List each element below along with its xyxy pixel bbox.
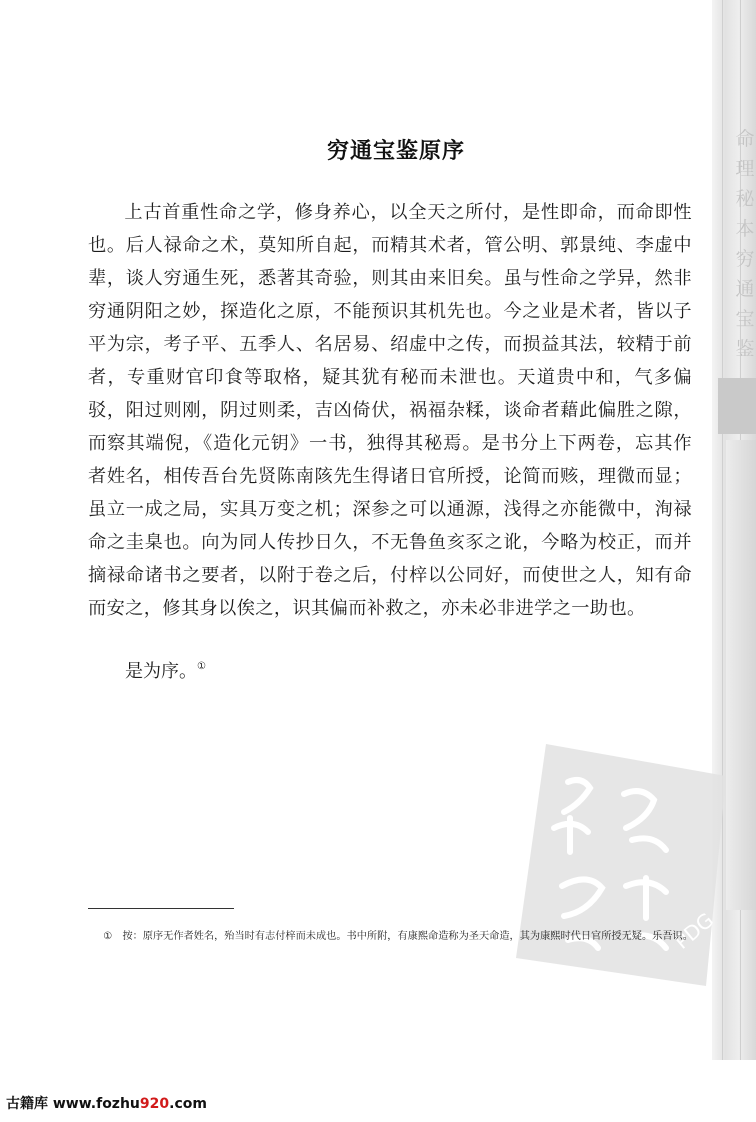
footnote-divider	[88, 908, 234, 909]
closing-text: 是为序。	[125, 661, 197, 682]
spine-char: 穷	[735, 248, 755, 270]
spine-char: 秘	[735, 188, 755, 210]
url-suffix: .com	[169, 1096, 207, 1112]
spine-char: 宝	[735, 308, 755, 330]
footnote-mark: ①	[103, 931, 113, 942]
edge-tab	[718, 378, 756, 434]
spine-char: 理	[735, 158, 755, 180]
spine-char: 命	[735, 128, 755, 150]
spine-char: 鉴	[735, 338, 755, 360]
site-footer	[6, 1093, 207, 1113]
site-url[interactable]	[53, 1096, 207, 1112]
watermark-seal-icon	[506, 736, 738, 994]
url-prefix: www.fozhu	[52, 1096, 140, 1112]
url-number: 920	[139, 1096, 170, 1112]
page-title: 穷通宝鉴原序	[326, 139, 465, 164]
footnote-reference: ①	[197, 661, 206, 672]
preface-body: 上古首重性命之学，修身养心，以全天之所付，是性即命，而命即性也。后人禄命之术，莫知所自起，而精其术者，管公明、郭景纯、李虚中辈，谈人穷通生死，悉著其奇验，则其由来旧矣。虽与性命之学异，然非穷通阴阳之妙，探造化之原，不能预识其机先也。今之业是术者，皆以子平为宗，考子平、五季人、名居易、绍虚中之传，而损益其法，较精于前者，专重财官印食等取格，疑其犹有秘而未泄也。天道贵中和，气多偏驳，阳过则刚，阴过则柔，吉凶倚伏，祸福杂糅，谈命者藉此偏胜之隙，而察其端倪，《造化元钥》一书，独得其秘焉。是书分上下两卷，忘其作者姓名，相传吾台先贤陈南陔先生得诸日官所授，论简而赅，理微而显；虽立一成之局，实具万变之机；深参之可以通源，浅得之亦能微中，洵禄命之圭臬也。向为同人传抄日久，不无鲁鱼亥豕之讹，今略为校正，而并摘禄命诸书之要者，以附于卷之后，付梓以公同好，而使世之人，知有命而安之，修其身以俟之，识其偏而补救之，亦未必非进学之一助也。	[88, 202, 692, 619]
preface-closing	[125, 650, 206, 688]
seal-label: PDG	[669, 907, 719, 954]
spine-char: 本	[735, 218, 755, 240]
site-name: 古籍库	[6, 1096, 48, 1112]
footnote	[88, 928, 700, 946]
spine-char: 通	[735, 278, 755, 300]
footnote-text: 按：原序无作者姓名，殆当时有志付梓而未成也。书中所附，有康熙命造称为圣天命造，其为康熙时代日官所授无疑。乐吾识。	[122, 931, 693, 942]
